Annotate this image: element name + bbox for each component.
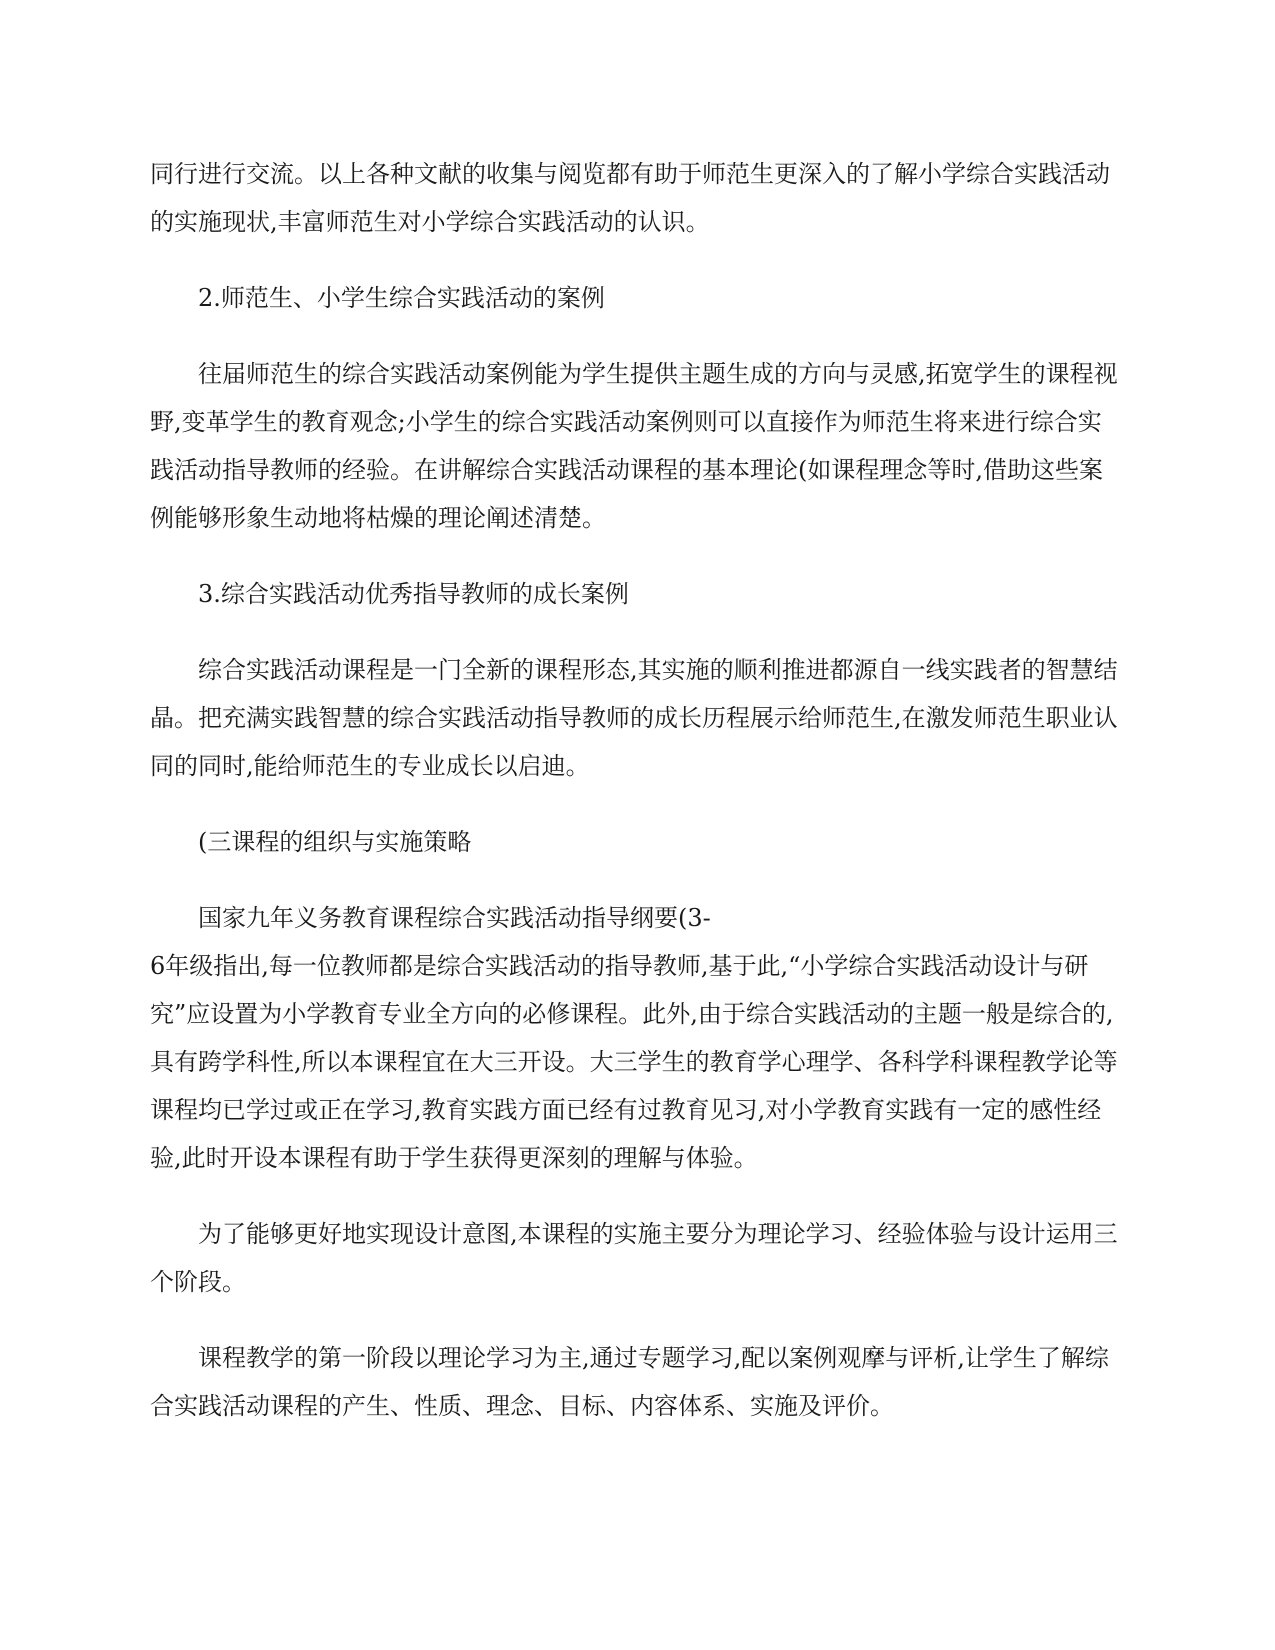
section-heading-organization: (三课程的组织与实施策略 <box>198 828 472 856</box>
paragraph-guideline-start: 国家九年义务教育课程综合实践活动指导纲要(3- <box>198 904 711 932</box>
paragraph-first-stage: 课程教学的第一阶段以理论学习为主,通过专题学习,配以案例观摩与评析,让学生了解综合实践活动课程的产生、性质、理念、目标、内容体系、实施及评价。 <box>150 1344 1109 1420</box>
paragraph-student-cases: 往届师范生的综合实践活动案例能为学生提供主题生成的方向与灵感,拓宽学生的课程视野,变革学生的教育观念;小学生的综合实践活动案例则可以直接作为师范生将来进行综合实践活动指导教师的经验。在讲解综合实践活动课程的基本理论(如课程理念等时,借助这些案例能够形象生动地将枯燥的理论阐述清楚。 <box>150 360 1118 532</box>
section-heading-3: 3.综合实践活动优秀指导教师的成长案例 <box>198 580 629 608</box>
section-heading-2: 2.师范生、小学生综合实践活动的案例 <box>198 284 605 312</box>
paragraph-three-stages: 为了能够更好地实现设计意图,本课程的实施主要分为理论学习、经验体验与设计运用三个阶段。 <box>150 1220 1118 1296</box>
paragraph-guideline-cont: 6年级指出,每一位教师都是综合实践活动的指导教师,基于此,“小学综合实践活动设计与研究”应设置为小学教育专业全方向的必修课程。此外,由于综合实践活动的主题一般是综合的,具有跨学科性,所以本课程宜在大三开设。大三学生的教育学心理学、各科学科课程教学论等课程均已学过或正在学习,教育实践方面已经有过教育见习,对小学教育实践有一定的感性经验,此时开设本课程有助于学生获得更深刻的理解与体验。 <box>150 952 1118 1172</box>
document-body <box>150 150 1125 1430</box>
paragraph-continuation: 同行进行交流。以上各种文献的收集与阅览都有助于师范生更深入的了解小学综合实践活动的实施现状,丰富师范生对小学综合实践活动的认识。 <box>150 160 1110 236</box>
paragraph-teacher-growth: 综合实践活动课程是一门全新的课程形态,其实施的顺利推进都源自一线实践者的智慧结晶。把充满实践智慧的综合实践活动指导教师的成长历程展示给师范生,在激发师范生职业认同的同时,能给师范生的专业成长以启迪。 <box>150 656 1118 780</box>
